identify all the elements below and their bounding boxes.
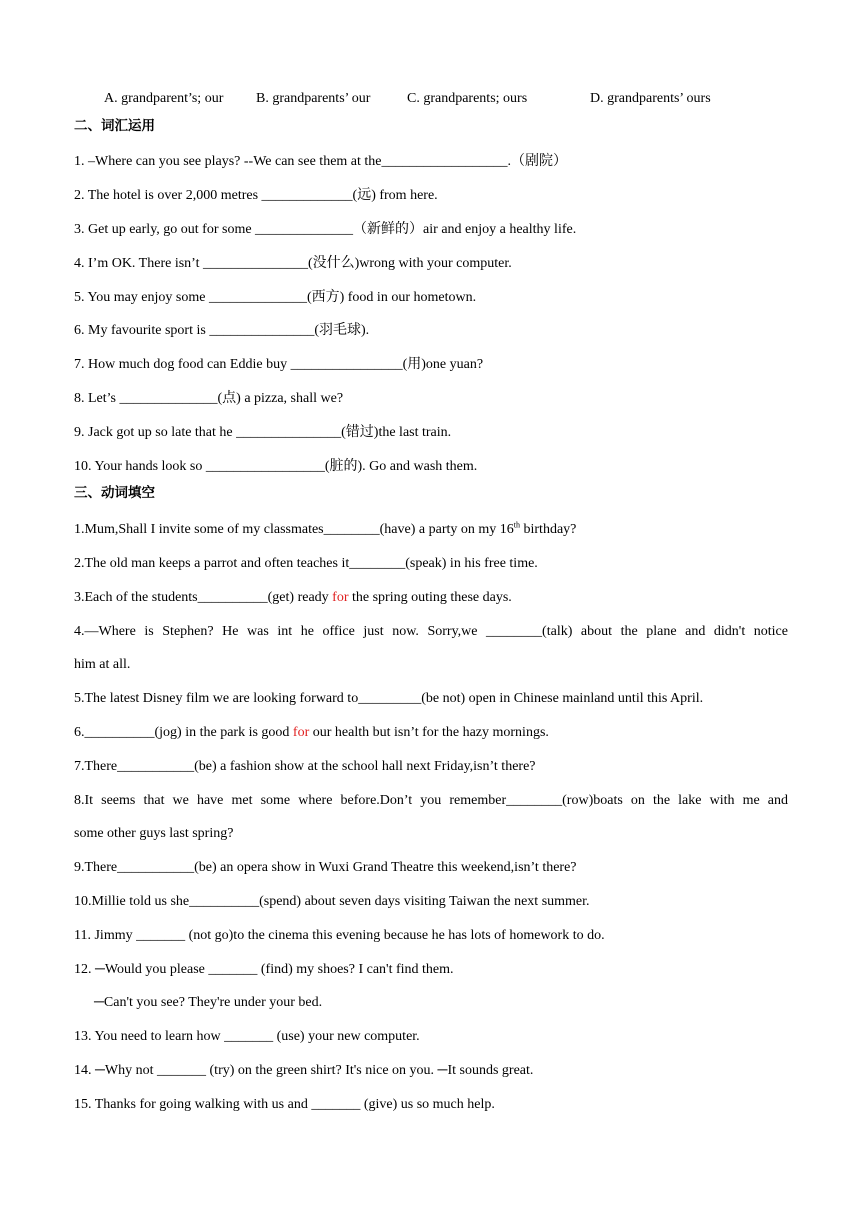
verb-item-6-text: 6.__________(jog) in the park is good (74, 725, 293, 740)
vocab-item-3: 3. Get up early, go out for some ______________（新鲜的）air and enjoy a healthy life. (74, 222, 577, 237)
verb-item-13: 13. You need to learn how _______ (use) your new computer. (74, 1029, 420, 1044)
verb-item-12-line-2: ─Can't you see? They're under your bed. (94, 995, 323, 1010)
section-3-heading: 三、动词填空 (74, 485, 155, 501)
highlight-for: for (332, 590, 349, 605)
ordinal-suffix: th (513, 520, 520, 530)
verb-item-1 (74, 521, 788, 539)
verb-item-8-line-1: 8.It seems that we have met some where before.Don’t you remember________(row)boats on the lake with me and (74, 793, 788, 808)
verb-item-2: 2.The old man keeps a parrot and often teaches it________(speak) in his free time. (74, 556, 538, 571)
vocab-item-6: 6. My favourite sport is _______________(羽毛球). (74, 323, 370, 338)
vocab-item-5: 5. You may enjoy some ______________(西方) food in our hometown. (74, 290, 477, 305)
verb-item-8-line-2: some other guys last spring? (74, 826, 234, 841)
verb-item-9: 9.There___________(be) an opera show in Wuxi Grand Theatre this weekend,isn’t there? (74, 860, 577, 875)
option-a: A. grandparent’s; our (104, 91, 224, 106)
verb-item-5: 5.The latest Disney film we are looking forward to_________(be not) open in Chinese mainland until this April. (74, 691, 704, 706)
verb-item-10: 10.Millie told us she__________(spend) about seven days visiting Taiwan the next summer. (74, 894, 590, 909)
vocab-item-4: 4. I’m OK. There isn’t _______________(没什么)wrong with your computer. (74, 256, 512, 271)
option-b: B. grandparents’ our (256, 91, 371, 106)
option-d: D. grandparents’ ours (590, 91, 711, 106)
verb-item-7: 7.There___________(be) a fashion show at the school hall next Friday,isn’t there? (74, 759, 536, 774)
verb-item-3 (74, 589, 788, 607)
verb-item-12-line-1: 12. ─Would you please _______ (find) my shoes? I can't find them. (74, 962, 454, 977)
vocab-item-2: 2. The hotel is over 2,000 metres _____________(远) from here. (74, 188, 438, 203)
verb-item-4-line-1: 4.—Where is Stephen? He was int he office just now. Sorry,we ________(talk) about the plane and didn't notice (74, 624, 788, 639)
verb-item-6 (74, 724, 788, 742)
vocab-item-7: 7. How much dog food can Eddie buy ________________(用)one yuan? (74, 357, 484, 372)
verb-item-4-line-2: him at all. (74, 657, 131, 672)
vocab-item-1: 1. –Where can you see plays? --We can see them at the__________________.（剧院） (74, 154, 568, 169)
verb-item-11: 11. Jimmy _______ (not go)to the cinema this evening because he has lots of homework to do. (74, 928, 605, 943)
section-2-heading: 二、词汇运用 (74, 118, 155, 134)
verb-item-1-text: 1.Mum,Shall I invite some of my classmates________(have) a party on my 16 (74, 522, 514, 537)
vocab-item-9: 9. Jack got up so late that he _______________(错过)the last train. (74, 425, 452, 440)
vocab-item-10: 10. Your hands look so _________________(脏的). Go and wash them. (74, 459, 478, 474)
verb-item-3-end: the spring outing these days. (348, 590, 512, 605)
option-c: C. grandparents; ours (407, 91, 528, 106)
verb-item-6-end: our health but isn’t for the hazy mornings. (309, 725, 549, 740)
highlight-for: for (292, 725, 310, 740)
verb-item-14: 14. ─Why not _______ (try) on the green shirt? It's nice on you. ─It sounds great. (74, 1063, 534, 1078)
verb-item-1-end: birthday? (520, 522, 577, 537)
verb-item-15: 15. Thanks for going walking with us and _______ (give) us so much help. (74, 1097, 495, 1112)
verb-item-3-text: 3.Each of the students__________(get) ready (74, 590, 333, 605)
vocab-item-8: 8. Let’s ______________(点) a pizza, shall we? (74, 391, 344, 406)
